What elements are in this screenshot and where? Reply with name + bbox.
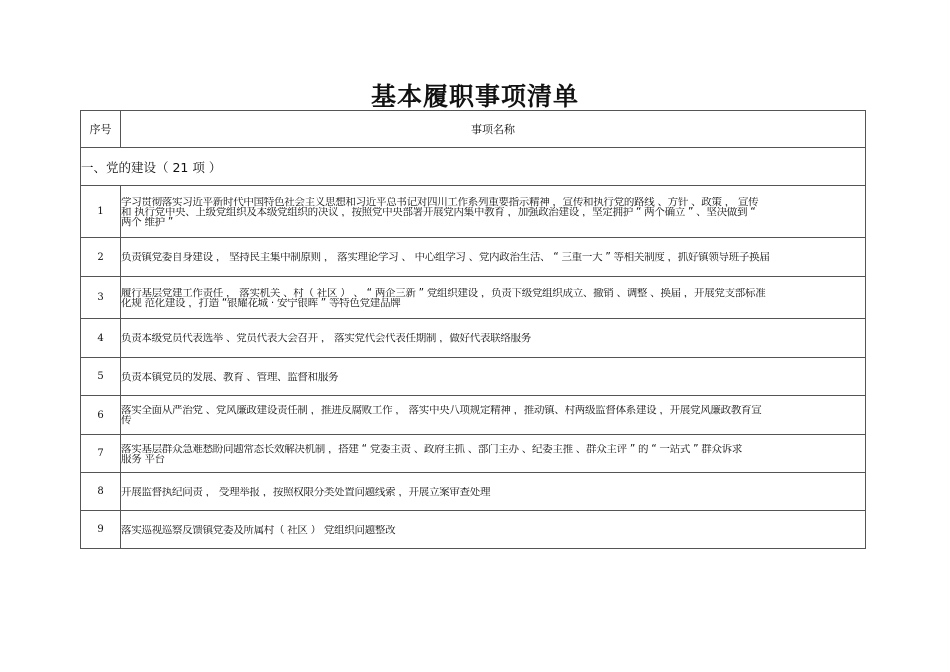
table-header-row [81, 111, 866, 148]
row-number: 4 [81, 319, 121, 358]
header-item: 事项名称 [121, 111, 866, 148]
page-title: 基本履职事项清单 [370, 82, 579, 111]
row-number: 9 [81, 511, 121, 549]
description-line: 和 执行党中央、上级党组织及本级党组织的决议 ，按照党中央部署开展党内集中教育 ，加强政治建设 ，坚定拥护 “ 两个确立 ” 、坚决做到 “ [121, 206, 756, 217]
row-description [121, 396, 866, 435]
description-line: 落实巡视巡察反馈镇党委及所属村（ 社区 ） 党组织问题整改 [121, 524, 396, 535]
row-number: 2 [81, 238, 121, 277]
row-description [121, 319, 866, 358]
description-line: 服务 平台 [121, 453, 165, 464]
row-description [121, 277, 866, 319]
table-row [81, 396, 866, 435]
row-description [121, 358, 866, 396]
row-description [121, 511, 866, 549]
description-line: 负责本镇党员的发展、教育 、管理、监督和服务 [121, 371, 339, 382]
description-line: 负责本级党员代表选举 、党员代表大会召开 ， 落实党代会代表任期制 ，做好代表联络服务 [121, 333, 531, 343]
row-description [121, 186, 866, 238]
description-line: 两个 维护 ” [121, 216, 174, 227]
duty-list-table [80, 110, 866, 549]
section-heading: 一、党的建设（ 21 项 ） [81, 148, 866, 186]
header-no: 序号 [81, 111, 121, 148]
description-line: 开展监督执纪问责 ， 受理举报 ，按照权限分类处置问题线索 ，开展立案审查处理 [121, 486, 491, 497]
description-line: 落实基层群众急难愁盼问题常态长效解决机制 ，搭建 “ 党委主责 、政府主抓 、部门主办 、纪委主推 、群众主评 ” 的 “ 一站式 ” 群众诉求 [121, 443, 743, 454]
row-description [121, 435, 866, 473]
section-heading-row [81, 148, 866, 186]
row-number: 3 [81, 277, 121, 319]
description-line: 负责镇党委自身建设 ， 坚持民主集中制原则 ， 落实理论学习 、 中心组学习 、党内政治生活、 “ 三重一大 ” 等相关制度 ，抓好镇领导班子换届 [121, 252, 770, 262]
row-number: 1 [81, 186, 121, 238]
table-row [81, 319, 866, 358]
table-row [81, 473, 866, 511]
description-line: 传 [121, 415, 132, 425]
table-row [81, 511, 866, 549]
table-row [81, 186, 866, 238]
row-number: 8 [81, 473, 121, 511]
row-description [121, 473, 866, 511]
description-line: 学习贯彻落实习近平新时代中国特色社会主义思想和习近平总书记对四川工作系列重要指示精神 ，宣传和执行党的路线 、方针 、政策 ， 宣传 [121, 196, 759, 207]
description-line: 履行基层党建工作责任 ， 落实机关 、村（ 社区 ） 、 “ 两企三新 ” 党组织建设 ，负责下级党组织成立、撤销 、调整 、换届 ，开展党支部标准 [121, 287, 766, 298]
row-number: 6 [81, 396, 121, 435]
row-number: 5 [81, 358, 121, 396]
row-description [121, 238, 866, 277]
table-row [81, 277, 866, 319]
table-row [81, 358, 866, 396]
description-line: 化规 范化建设 ，打造 “银耀花城 · 安宁银晖 ” 等特色党建品牌 [121, 297, 401, 308]
table-row [81, 435, 866, 473]
row-number: 7 [81, 435, 121, 473]
table-row [81, 238, 866, 277]
description-line: 落实全面从严治党 、党风廉政建设责任制 ，推进反腐败工作 ， 落实中央八项规定精神 ，推动镇、村两级监督体系建设 ，开展党风廉政教育宣 [121, 405, 762, 415]
